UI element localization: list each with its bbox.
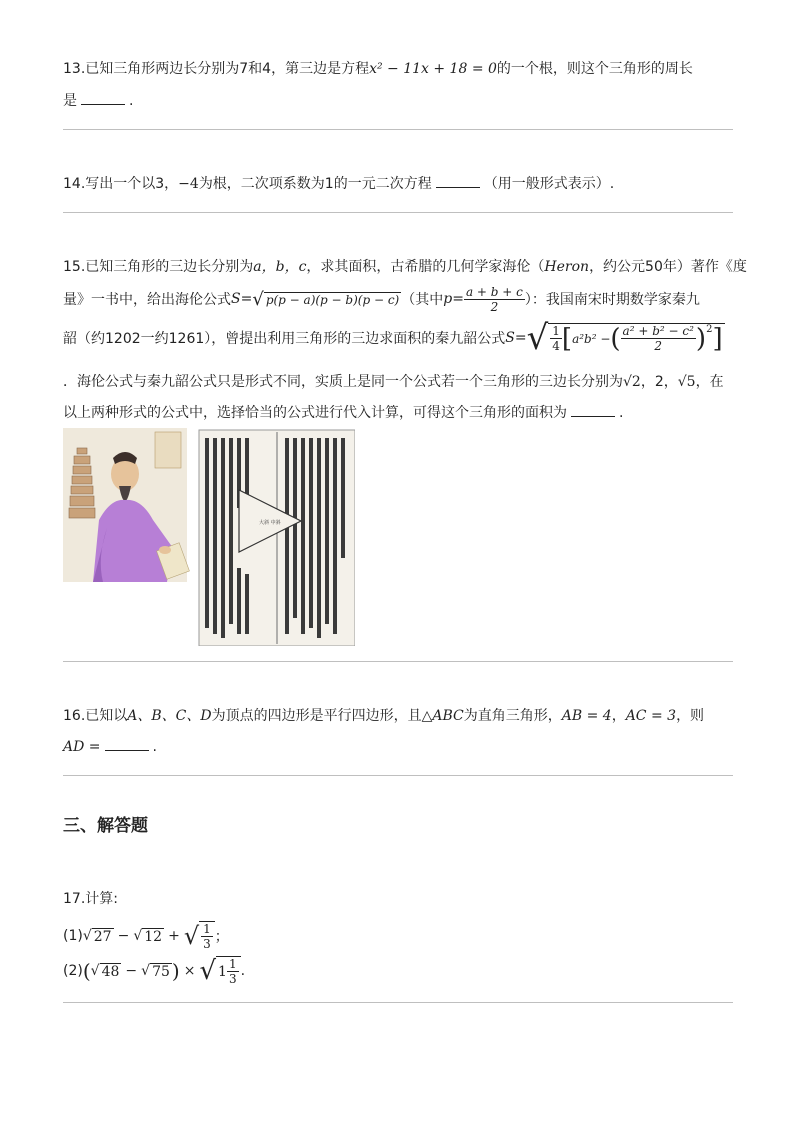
q13-line1: 13.已知三角形两边长分别为7和4，第三边是方程x² − 11x + 18 = 0的一个根，则这个三角形的周长: [63, 61, 693, 77]
q16-line2: AD = .: [63, 739, 157, 755]
q13-equation: x² − 11x + 18 = 0: [369, 61, 497, 77]
radical-sign: √: [526, 318, 549, 358]
q17-part2: (2) ( √ 48 − √ 75 ) × √ 1 $\frac{1}{3}$ .: [63, 956, 246, 986]
answer-blank[interactable]: [571, 403, 615, 417]
q15-line1: 15.已知三角形的三边长分别为a，b，c，求其面积，古希腊的几何学家海伦（Heron，约公元50年）著作《度: [63, 259, 747, 275]
qin-jiushao-illustration: [63, 428, 355, 646]
heron-formula: p(p − a)(p − b)(p − c): [265, 292, 400, 307]
section-heading: 三、解答题: [63, 816, 148, 836]
divider: [63, 129, 733, 130]
divider: [63, 775, 733, 776]
svg-text:大斜 中斜: 大斜 中斜: [259, 520, 281, 526]
answer-blank[interactable]: [105, 737, 149, 751]
qin-formula: $\frac{1}{4}$ [ a²b² − ( $\frac{\text{a² + b² − c²}}{2}$ ) $^2$ ]: [548, 323, 724, 354]
p-fraction: $\frac{a + b + c}{2}$: [465, 284, 523, 314]
q15-line3: 韶（约1202一约1261），曾提出利用三角形的三边求面积的秦九韶公式 S= √ $\frac{1}{4}$ [ a²b² − ( $\frac{\text{a² + b² − c²}}{2}$ ) $^2$ ]: [63, 318, 723, 358]
radical-sign: √: [252, 288, 264, 310]
divider: [63, 661, 733, 662]
q16-line1: 16.已知以A、B、C、D为顶点的四边形是平行四边形，且△ABC为直角三角形，AB = 4，AC = 3，则: [63, 708, 705, 724]
q15-line4: ．海伦公式与秦九韶公式只是形式不同，实质上是同一个公式若一个三角形的三边长分别为√2，2，√5，在: [63, 374, 724, 390]
q15-line2: 量》一书中，给出海伦公式 S= √ p(p − a)(p − b)(p − c) （其中 p= $\frac{a + b + c}{2}$ ）：我国南宋时期数学家秦九: [63, 284, 700, 314]
portrait-and-book-image: [63, 428, 355, 646]
q17-title: 17.计算:: [63, 891, 118, 907]
answer-blank[interactable]: [436, 174, 480, 188]
divider: [63, 212, 733, 213]
q17-part1: (1) √ 27 − √ 12 + √ $\frac{1}{3}$ ；: [63, 922, 229, 951]
q13-line2: 是 .: [63, 93, 134, 109]
answer-blank[interactable]: [81, 91, 125, 105]
q15-line5: 以上两种形式的公式中，选择恰当的公式进行代入计算，可得这个三角形的面积为 .: [63, 405, 624, 421]
q14-line: 14.写出一个以3，−4为根，二次项系数为1的一元二次方程 （用一般形式表示）.: [63, 176, 615, 192]
divider: [63, 1002, 733, 1003]
